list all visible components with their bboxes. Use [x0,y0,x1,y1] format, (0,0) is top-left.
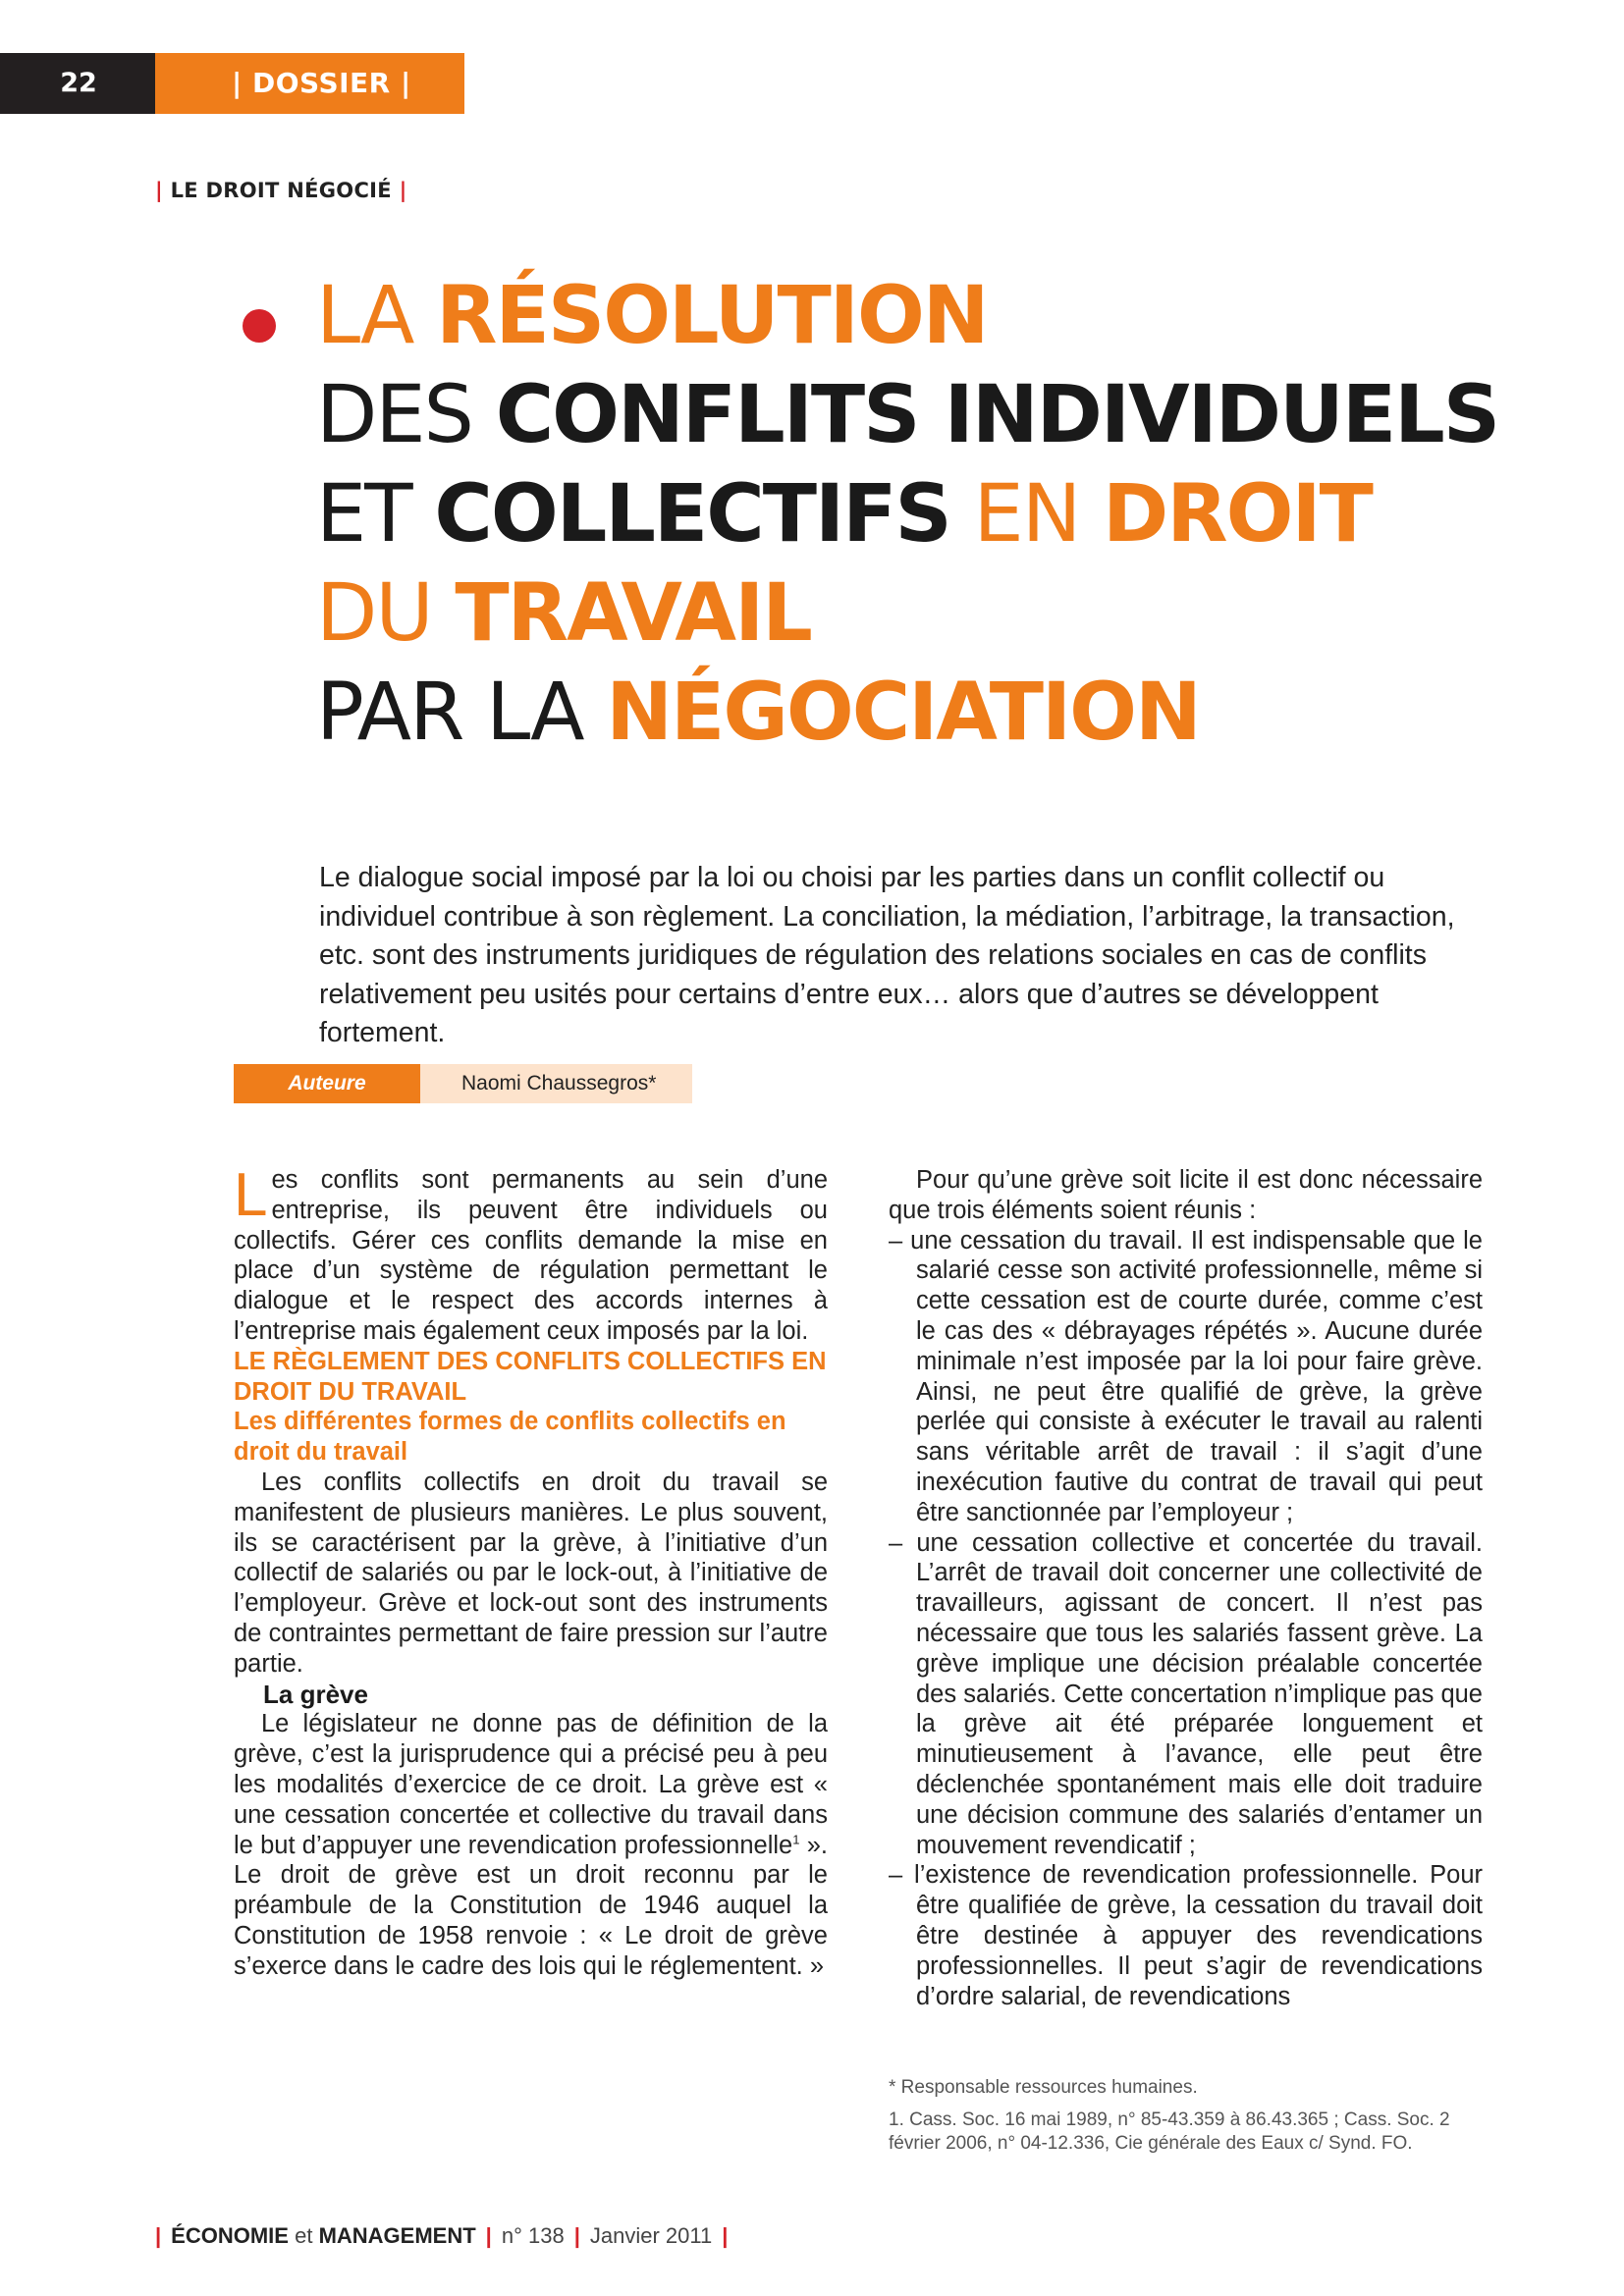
left-column [234,1161,828,1982]
intro-paragraph: Les conflits sont permanents au sein d’une entreprise, ils peuvent être individuels ou collectifs. Gérer ces conflits demande la mise en place d’un système de régulation permettant le dialogue et le respect des accords internes à l’entreprise mais également ceux imposés par la loi. [234,1161,828,1345]
section-label: DOSSIER [251,67,391,99]
subsection-heading: Les différentes formes de conflits collectifs en droit du travail [234,1408,786,1467]
rubric: | LE DROIT NÉGOCIÉ | [155,179,407,202]
author-name: Naomi Chaussegros* [420,1064,692,1103]
paragraph: Le législateur ne donne pas de définition de la grève, c’est la jurisprudence qui a précisé peu à peu les modalités d’exercice de ce droit. La grève est « une cessation concertée et collective du travail dans le but d’appuyer une revendication professionnelle$^1$ ». Le droit de grève est un droit reconnu par le préambule de la Constitution de 1946 auquel la Constitution de 1958 renvoie : « Le droit de grève s’exerce dans le cadre des lois qui le réglementent. » [234,1710,828,1980]
footer-economie: ÉCONOMIE [171,2223,289,2248]
section-heading: LE RÈGLEMENT DES CONFLITS COLLECTIFS EN DROIT DU TRAVAIL [234,1347,827,1406]
headline-bullet-icon [243,309,276,343]
footer-date: Janvier 2011 [589,2223,713,2248]
section-tab: | DOSSIER | [155,53,464,114]
list-item: – l’existence de revendication professionnelle. Pour être qualifiée de grève, la cessation du travail doit être destinée à appuyer des revendications professionnelles. Il peut s’agir de revendications d’ordre salarial, de revendications [889,1861,1483,2010]
footer-et: et [295,2223,313,2248]
rubric-label: LE DROIT NÉGOCIÉ [170,179,392,202]
footer: | ÉCONOMIE et MANAGEMENT | n° 138 | Janvier 2011 | [155,2223,729,2248]
page-number: 22 [0,53,155,114]
right-column [889,1165,1483,2011]
list-item: – une cessation du travail. Il est indispensable que le salarié cesse son activité professionnelle, même si cette cessation est de courte durée, comme c’est le cas des « débrayages répétés ». Aucune durée minimale n’est imposée par la loi pour faire grève. Ainsi, ne peut être qualifié de grève, la grève perlée qui consiste à exécuter le travail au ralenti sans véritable arrêt de travail : il s’agit d’une inexécution fautive du contrat de travail qui peut être sanctionnée par l’employeur ; [889,1226,1483,1526]
title-line-4: DU TRAVAIL [316,567,811,660]
title-line-5: PAR LA NÉGOCIATION [316,667,1200,759]
author-box [234,1064,692,1103]
footer-management: MANAGEMENT [318,2223,476,2248]
paragraph: Les conflits collectifs en droit du travail se manifestent de plusieurs manières. Le plus souvent, ils se caractérisent par la grève, à l’initiative d’un collectif de salariés ou par le lock-out, à l’initiative de l’employeur. Grève et lock-out sont des instruments de contraintes permettant de faire pression sur l’autre partie. [234,1468,828,1678]
paragraph: Pour qu’une grève soit licite il est donc nécessaire que trois éléments soient réunis : [889,1166,1483,1224]
minor-heading: La grève [263,1679,368,1709]
footnote-author: * Responsable ressources humaines. [889,2077,1198,2098]
footnotes [889,2076,1483,2164]
title-line-1: LA RÉSOLUTION [316,270,988,362]
standfirst: Le dialogue social imposé par la loi ou choisi par les parties dans un conflit collectif ou individuel contribue à son règlement. La conciliation, la médiation, l’arbitrage, la transaction, etc. sont des instruments juridiques de régulation des relations sociales en cas de conflits relativement peu usités pour certains d’entre eux… alors que d’autres se développent fortement. [319,862,1455,1048]
footnote-ref[interactable]: 1 [792,1832,800,1847]
title-line-3: ET COLLECTIFS EN DROIT [316,468,1372,561]
top-bar [0,53,464,114]
list-item: – une cessation collective et concertée du travail. L’arrêt de travail doit concerner une collectivité de travailleurs, agissant de concert. Il n’est pas nécessaire que tous les salariés fassent grève. La grève implique une décision préalable concertée des salariés. Cette concertation n’implique pas que la grève ait été préparée longuement et minutieusement à l’avance, elle peut être déclenchée spontanément mais elle doit traduire une décision commune des salariés d’entamer un mouvement revendicatif ; [889,1528,1483,1859]
author-label: Auteure [234,1064,420,1103]
title-line-2: DES CONFLITS INDIVIDUELS [316,369,1499,461]
dropcap: L [234,1161,268,1229]
footer-issue: n° 138 [501,2223,565,2248]
footnote-1: 1. Cass. Soc. 16 mai 1989, n° 85-43.359 à 86.43.365 ; Cass. Soc. 2 février 2006, n° 04-12.336, Cie générale des Eaux c/ Synd. FO. [889,2109,1450,2154]
page-title [316,267,1553,763]
